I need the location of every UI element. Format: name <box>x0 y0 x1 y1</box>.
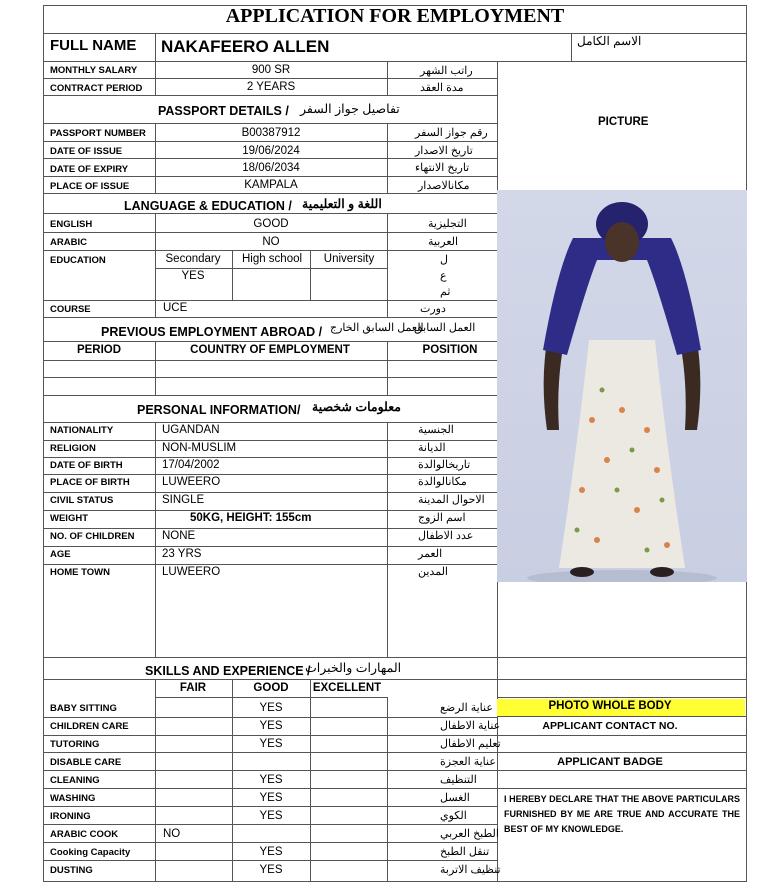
grid-line <box>43 860 497 861</box>
personal-value: 50KG, HEIGHT: 155cm <box>190 512 312 524</box>
monthly-salary-value: 900 SR <box>251 64 291 76</box>
place-of-issue-value: KAMPALA <box>244 179 298 191</box>
grid-line <box>43 735 497 736</box>
grid-line <box>43 679 747 680</box>
grid-line <box>310 679 311 881</box>
grid-line <box>571 33 572 61</box>
applicant-photo <box>497 190 747 582</box>
picture-label: PICTURE <box>598 116 649 128</box>
grid-line <box>232 679 233 881</box>
personal-arabic: اسم الزوج <box>418 512 466 524</box>
col-good: GOOD <box>253 682 289 694</box>
skill-arabic: الغسل <box>440 792 470 804</box>
grid-line <box>43 95 497 96</box>
grid-line <box>43 193 497 194</box>
grid-line <box>43 881 747 882</box>
full-name-arabic: الاسم الكامل <box>577 34 642 48</box>
grid-line <box>155 61 156 95</box>
skill-arabic: عناية الاطفال <box>440 720 501 732</box>
grid-line <box>43 317 497 318</box>
col-position: POSITION <box>422 344 478 356</box>
personal-value: NONE <box>162 530 196 542</box>
skill-good: YES <box>259 864 283 876</box>
personal-value: NON-MUSLIM <box>162 442 237 454</box>
personal-arabic: العمر <box>418 548 443 560</box>
personal-arabic: المدين <box>418 566 448 578</box>
previous-header-arabic-2: العمل السابق <box>414 322 476 334</box>
grid-line <box>43 61 747 62</box>
grid-line <box>43 250 497 251</box>
photo-whole-body-label: PHOTO WHOLE BODY <box>548 700 672 712</box>
col-country: COUNTRY OF EMPLOYMENT <box>190 344 350 356</box>
personal-value: 17/04/2002 <box>162 459 220 471</box>
arabic-arabic: العربية <box>428 236 459 248</box>
applicant-contact-label: APPLICANT CONTACT NO. <box>542 720 678 732</box>
grid-line <box>155 341 156 395</box>
skill-arabic: تنظيف الاتربة <box>440 864 501 876</box>
date-of-expiry-arabic: تاريخ الانتهاء <box>415 162 470 174</box>
skill-good: YES <box>259 720 283 732</box>
personal-label: NO. OF CHILDREN <box>50 531 135 542</box>
personal-value: UGANDAN <box>162 424 220 436</box>
skill-label: CHILDREN CARE <box>50 721 129 732</box>
personal-value: LUWEERO <box>162 566 221 578</box>
date-of-issue-label: DATE OF ISSUE <box>50 146 123 157</box>
personal-arabic: مكانالوالدة <box>418 476 467 488</box>
skill-label: ARABIC COOK <box>50 829 119 840</box>
arabic-label: ARABIC <box>50 237 87 248</box>
personal-arabic: تاريخالوالدة <box>418 459 471 471</box>
course-value: UCE <box>163 302 188 314</box>
monthly-salary-label: MONTHLY SALARY <box>50 65 138 76</box>
personal-label: NATIONALITY <box>50 425 114 436</box>
full-name-value: NAKAFEERO ALLEN <box>161 37 330 56</box>
grid-line <box>497 716 747 717</box>
skill-good: YES <box>259 810 283 822</box>
skills-header: SKILLS AND EXPERIENCE / <box>145 664 311 678</box>
passport-number-value: B00387912 <box>241 127 301 139</box>
skill-fair: NO <box>163 828 181 840</box>
grid-line <box>43 395 497 396</box>
education-arabic-3: ثم <box>440 286 451 298</box>
course-arabic: دورت <box>420 303 446 315</box>
personal-value: LUWEERO <box>162 476 221 488</box>
grid-line <box>43 5 44 881</box>
grid-line <box>43 824 497 825</box>
date-of-expiry-label: DATE OF EXPIRY <box>50 164 129 175</box>
skill-good: YES <box>259 792 283 804</box>
passport-header: PASSPORT DETAILS / <box>158 104 289 118</box>
english-value: GOOD <box>253 218 289 230</box>
grid-line <box>43 770 497 771</box>
grid-line <box>387 123 388 193</box>
skill-arabic: تنقل الطبخ <box>440 846 490 858</box>
education-high-school: High school <box>241 253 303 265</box>
grid-line <box>43 300 497 301</box>
skill-arabic: عناية العجزة <box>440 756 496 768</box>
passport-number-arabic: رقم جواز السفر <box>415 127 488 139</box>
grid-line <box>155 123 156 193</box>
skill-label: TUTORING <box>50 739 100 750</box>
grid-line <box>155 213 156 250</box>
skills-header-arabic: المهارات والخبرات <box>305 661 402 675</box>
skill-label: DUSTING <box>50 865 93 876</box>
grid-line <box>155 268 387 269</box>
grid-line <box>387 61 388 95</box>
skill-label: CLEANING <box>50 775 100 786</box>
personal-label: HOME TOWN <box>50 567 110 578</box>
personal-value: 23 YRS <box>162 548 202 560</box>
declaration-text: I HEREBY DECLARE THAT THE ABOVE PARTICULARS FURNISHED BY ME ARE TRUE AND ACCURATE THE BEST OF MY KNOWLEDGE. <box>504 794 740 834</box>
grid-line <box>497 752 747 753</box>
col-period: PERIOD <box>76 344 122 356</box>
grid-line <box>497 770 747 771</box>
personal-label: CIVIL STATUS <box>50 495 114 506</box>
grid-line <box>387 341 388 395</box>
grid-line <box>310 250 311 300</box>
grid-line <box>43 341 497 342</box>
col-fair: FAIR <box>179 682 207 694</box>
skill-label: DISABLE CARE <box>50 757 122 768</box>
grid-line <box>43 158 497 159</box>
english-arabic: التجليزية <box>428 218 467 230</box>
place-of-issue-label: PLACE OF ISSUE <box>50 181 130 192</box>
grid-line <box>497 697 747 698</box>
col-excellent: EXCELLENT <box>312 682 382 694</box>
date-of-issue-arabic: تاريخ الاصدار <box>415 145 473 157</box>
grid-line <box>155 33 156 61</box>
page-title: APPLICATION FOR EMPLOYMENT <box>225 5 565 27</box>
grid-line <box>232 250 233 300</box>
grid-line <box>155 679 156 881</box>
skill-good: YES <box>259 774 283 786</box>
education-label: EDUCATION <box>50 255 106 266</box>
skill-label: WASHING <box>50 793 96 804</box>
grid-line <box>43 717 497 718</box>
place-of-issue-arabic: مكانالاصدار <box>418 180 470 192</box>
grid-line <box>387 250 388 317</box>
date-of-expiry-value: 18/06/2034 <box>242 162 300 174</box>
personal-arabic: الجنسية <box>418 424 454 436</box>
skill-good: YES <box>259 738 283 750</box>
previous-header-arabic: العمل السابق الخارج <box>330 322 424 334</box>
personal-label: PLACE OF BIRTH <box>50 477 130 488</box>
language-header: LANGUAGE & EDUCATION / <box>124 199 292 213</box>
applicant-badge-label: APPLICANT BADGE <box>557 756 663 768</box>
personal-header: PERSONAL INFORMATION/ <box>137 403 301 417</box>
skill-arabic: الطبخ العربي <box>440 828 499 840</box>
skill-arabic: التنظيف <box>440 774 477 786</box>
contract-period-value: 2 YEARS <box>246 81 296 93</box>
language-header-arabic: اللغة و التعليمية <box>302 197 382 211</box>
skill-good: YES <box>259 702 283 714</box>
grid-line <box>155 422 156 657</box>
date-of-issue-value: 19/06/2024 <box>242 145 300 157</box>
english-label: ENGLISH <box>50 219 93 230</box>
personal-arabic: عدد الاطفال <box>418 530 474 542</box>
education-arabic-2: ع <box>440 270 447 282</box>
personal-label: WEIGHT <box>50 513 88 524</box>
grid-line <box>43 806 497 807</box>
education-arabic-1: ل <box>440 254 448 266</box>
passport-header-arabic: تفاصيل جواز السفر <box>300 102 400 116</box>
education-university: University <box>323 253 375 265</box>
contract-period-arabic: مدة العقد <box>420 82 464 94</box>
personal-arabic: الديانة <box>418 442 446 454</box>
grid-line <box>43 657 747 658</box>
grid-line <box>155 697 387 698</box>
personal-label: RELIGION <box>50 443 96 454</box>
grid-line <box>387 697 388 881</box>
grid-line <box>43 842 497 843</box>
personal-arabic: الاحوال المدينة <box>418 494 485 506</box>
grid-line <box>43 176 497 177</box>
personal-label: DATE OF BIRTH <box>50 460 123 471</box>
skill-arabic: الكوي <box>440 810 467 822</box>
grid-line <box>43 752 497 753</box>
passport-number-label: PASSPORT NUMBER <box>50 128 146 139</box>
skill-label: IRONING <box>50 811 91 822</box>
skill-arabic: عناية الرضع <box>440 702 493 714</box>
grid-line <box>43 141 497 142</box>
grid-line <box>43 232 497 233</box>
grid-line <box>497 735 747 736</box>
course-label: COURSE <box>50 304 91 315</box>
skill-label: BABY SITTING <box>50 703 117 714</box>
full-name-label: FULL NAME <box>50 37 137 54</box>
education-secondary: Secondary <box>165 253 221 265</box>
contract-period-label: CONTRACT PERIOD <box>50 83 143 94</box>
grid-line <box>43 33 747 34</box>
grid-line <box>43 360 497 361</box>
monthly-salary-arabic: راتب الشهر <box>420 65 473 77</box>
grid-line <box>387 213 388 250</box>
grid-line <box>43 78 497 79</box>
previous-header: PREVIOUS EMPLOYMENT ABROAD / <box>101 325 323 339</box>
skill-label: Cooking Capacity <box>50 847 131 858</box>
grid-line <box>43 123 497 124</box>
grid-line <box>497 788 747 789</box>
personal-value: SINGLE <box>162 494 205 506</box>
grid-line <box>43 788 497 789</box>
personal-label: AGE <box>50 549 71 560</box>
grid-line <box>43 377 497 378</box>
grid-line <box>387 422 388 657</box>
grid-line <box>155 250 156 317</box>
arabic-value: NO <box>262 236 280 248</box>
education-secondary-value: YES <box>181 270 205 282</box>
personal-header-arabic: معلومات شخصية <box>312 400 401 414</box>
skill-good: YES <box>259 846 283 858</box>
skill-arabic: تعليم الاطفال <box>440 738 501 750</box>
